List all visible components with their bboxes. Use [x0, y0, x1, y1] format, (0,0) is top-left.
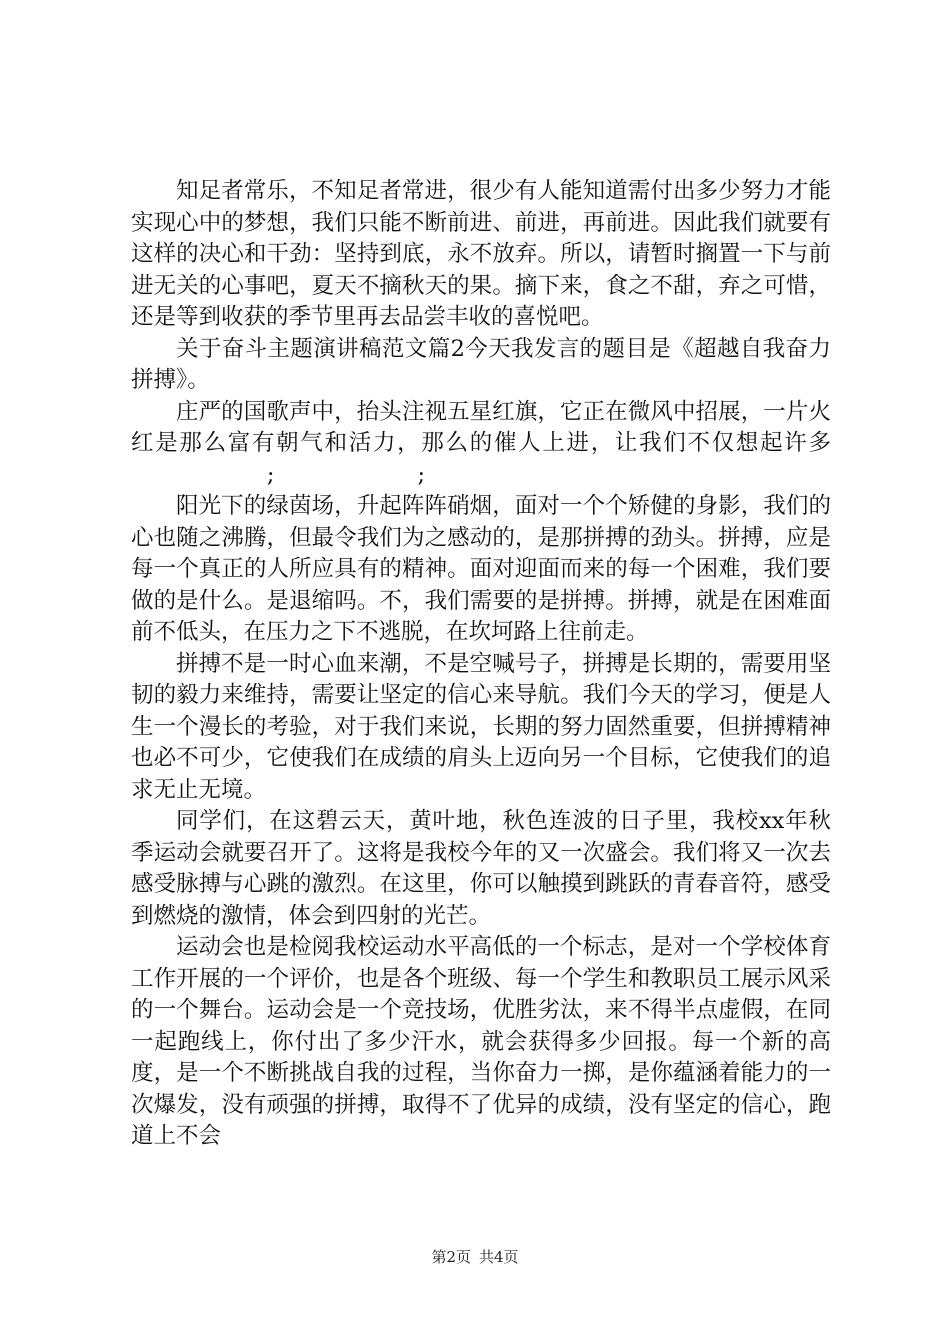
paragraph-3 — [131, 397, 831, 492]
paragraph-1: 知足者常乐，不知足者常进，很少有人能知道需付出多少努力才能实现心中的梦想，我们只能不断前进、前进，再前进。因此我们就要有这样的决心和干劲：坚持到底，永不放弃。所以，请暂时搁置一下与前进无关的心事吧，夏天不摘秋天的果。摘下来，食之不甜，弃之可惜，还是等到收获的季节里再去品尝丰收的喜悦吧。 — [131, 178, 831, 330]
paragraph-6: 同学们，在这碧云天，黄叶地，秋色连波的日子里，我校xx年秋季运动会就要召开了。这将是我校今年的又一次盛会。我们将又一次去感受脉搏与心跳的激烈。在这里，你可以触摸到跳跃的青春音符，感受到燃烧的激情，体会到四射的光芒。 — [131, 808, 831, 929]
page-total: 共4页 — [479, 1248, 519, 1266]
paragraph-2: 关于奋斗主题演讲稿范文篇2今天我发言的题目是《超越自我奋力拼搏》。 — [131, 335, 831, 393]
paragraph-4: 阳光下的绿茵场，升起阵阵硝烟，面对一个个矫健的身影，我们的心也随之沸腾，但最令我们为之感动的，是那拼搏的劲头。拼搏，应是每一个真正的人所应具有的精神。面对迎面而来的每一个困难，我们要做的是什么。是退缩吗。不，我们需要的是拼搏。拼搏，就是在困难面前不低头，在压力之下不逃脱，在坎坷路上往前走。 — [131, 493, 831, 645]
paragraph-7: 运动会也是检阅我校运动水平高低的一个标志，是对一个学校体育工作开展的一个评价，也是各个班级、每一个学生和教职员工展示风采的一个舞台。运动会是一个竞技场，优胜劣汰，来不得半点虚假，在同一起跑线上，你付出了多少汗水，就会获得多少回报。每一个新的高度，是一个不断挑战自我的过程，当你奋力一掷，是你蕴涵着能力的一次爆发，没有顽强的拼搏，取得不了优异的成绩，没有坚定的信心，跑道上不会 — [131, 934, 831, 1149]
paragraph-5: 拼搏不是一时心血来潮，不是空喊号子，拼搏是长期的，需要用坚韧的毅力来维持，需要让坚定的信心来导航。我们今天的学习，便是人生一个漫长的考验，对于我们来说，长期的努力固然重要，但拼搏精神也必不可少，它使我们在成绩的肩头上迈向另一个目标，它使我们的追求无止无境。 — [131, 650, 831, 803]
page-footer — [0, 1246, 950, 1267]
paragraph-3-text: 庄严的国歌声中，抬头注视五星红旗，它正在微风中招展，一片火红是那么富有朝气和活力，那么的催人上进，让我们不仅想起许多 — [131, 398, 831, 456]
document-body — [131, 176, 831, 1153]
paragraph-3-gap-marks: ; ; — [266, 461, 426, 488]
page-number: 第2页 — [431, 1248, 471, 1266]
